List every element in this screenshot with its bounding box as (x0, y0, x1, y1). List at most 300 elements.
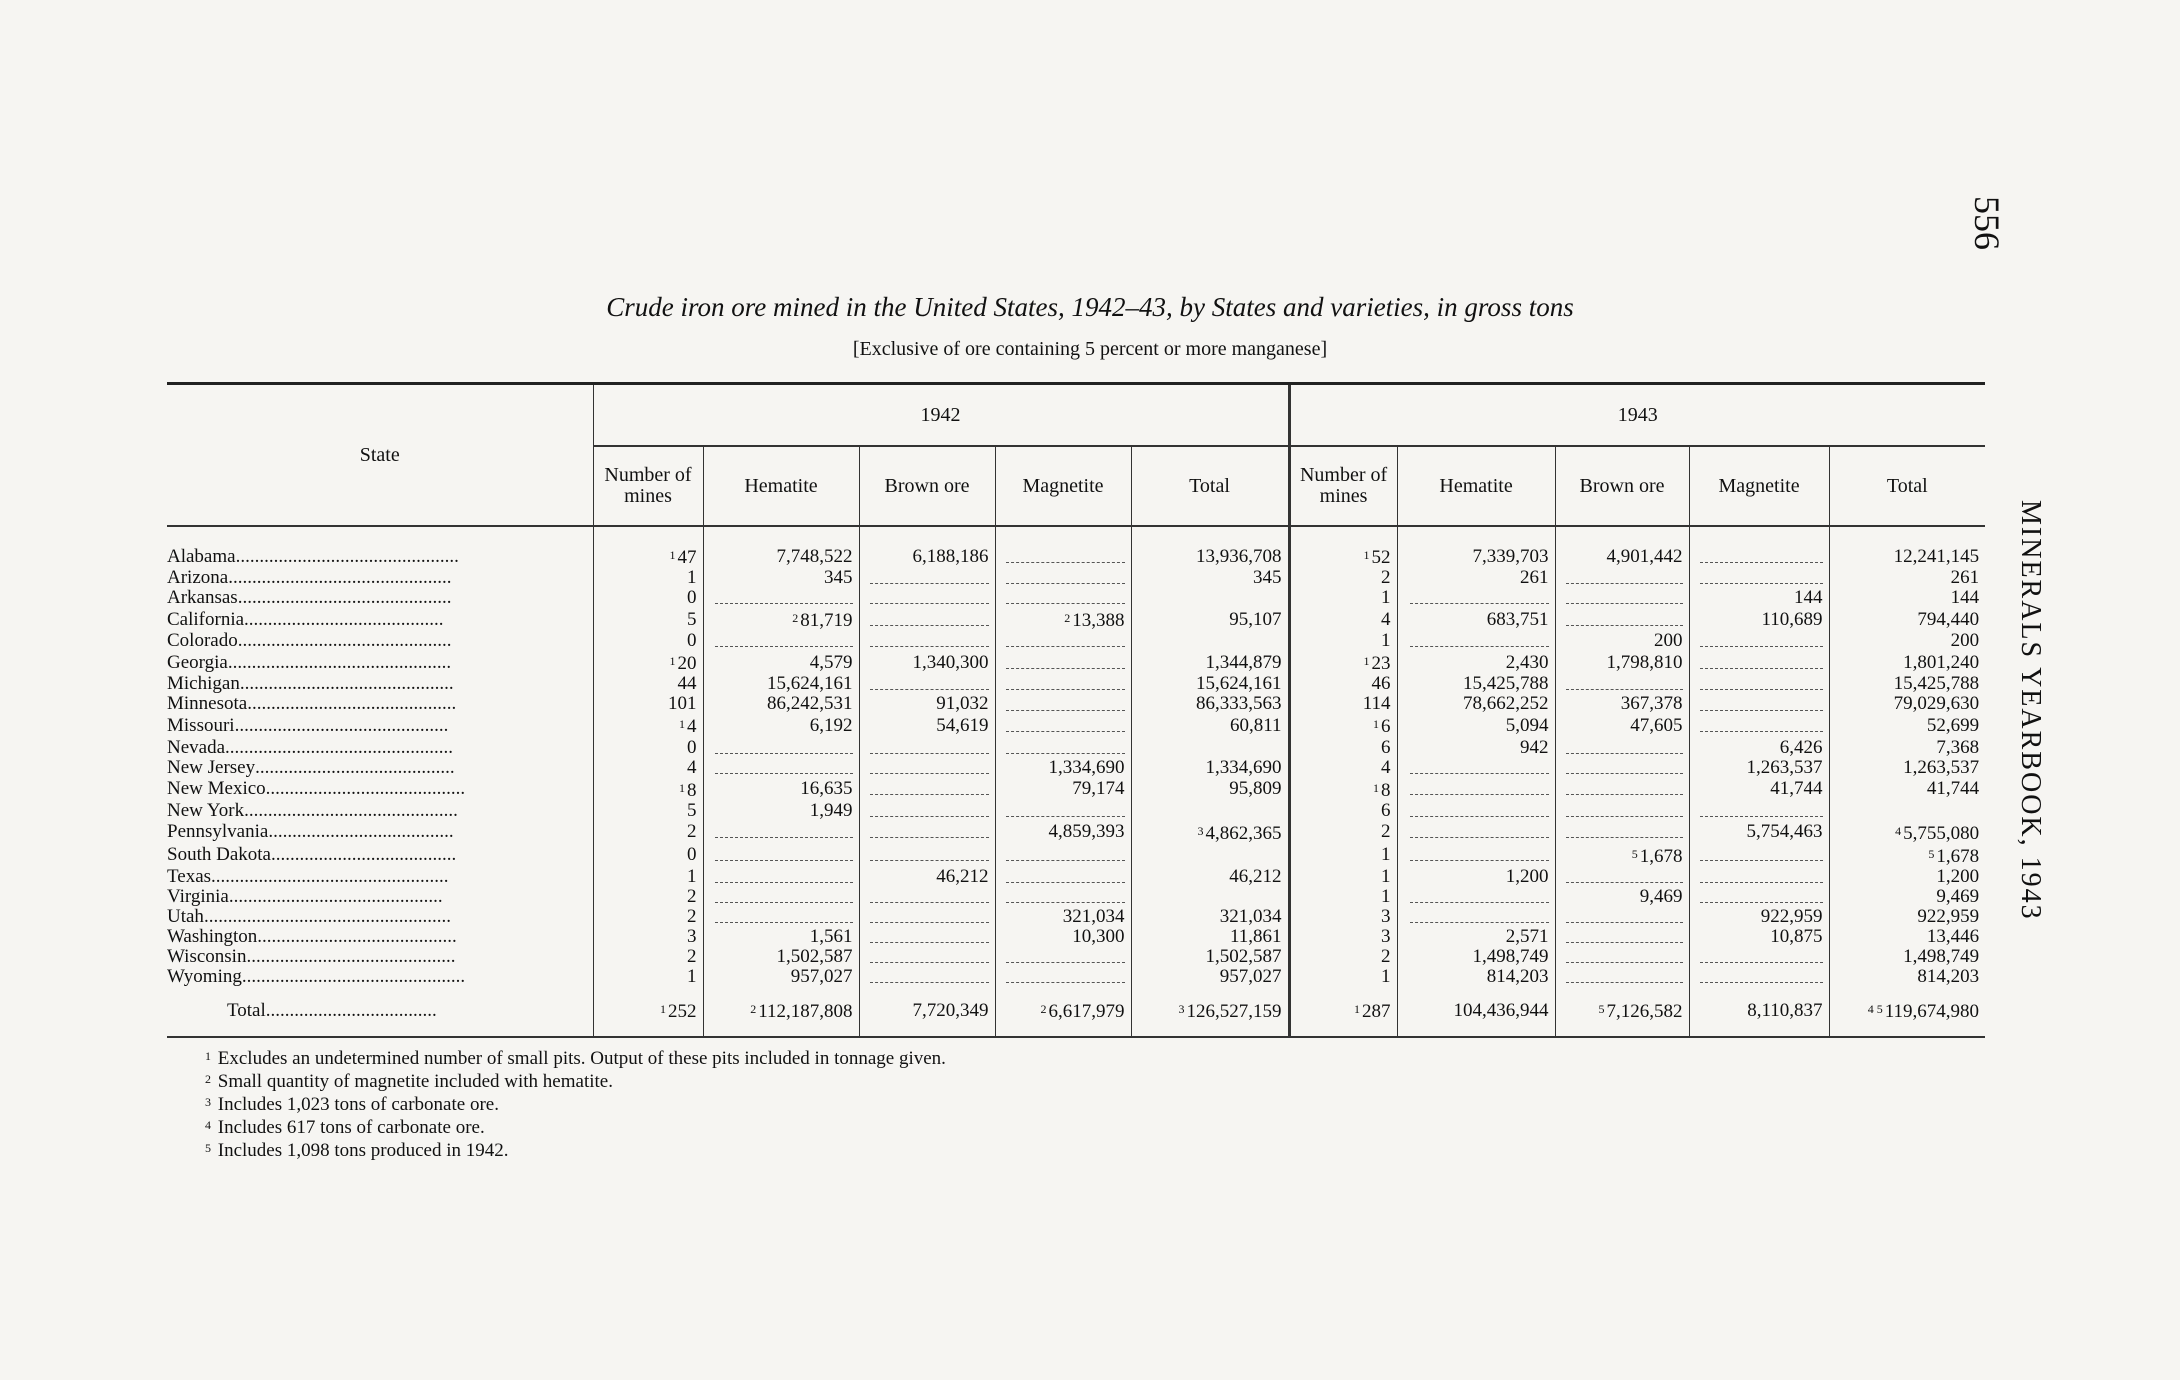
table-row (167, 887, 1985, 907)
leader-dashes (1006, 700, 1125, 711)
cell-brown-ore-1943 (1555, 967, 1689, 987)
cell-mines-1943 (1289, 737, 1397, 757)
cell-value: 814,203 (1917, 967, 1980, 988)
leader-dashes (1410, 850, 1549, 861)
cell-total-1942 (1131, 674, 1289, 694)
cell-value: 12,241,145 (1893, 545, 1980, 567)
cell-value: 104,436,944 (1453, 999, 1549, 1021)
state-label: New Jersey (167, 757, 256, 778)
table-row (167, 588, 1985, 608)
leader-dashes (1006, 892, 1125, 903)
cell-brown-ore-1942 (859, 674, 995, 694)
cell-value: 1,340,300 (912, 651, 989, 673)
footnote-mark: 1 (669, 548, 676, 562)
leader-dots: ............................................ (247, 694, 457, 715)
cell-brown-ore-1943 (1555, 651, 1689, 674)
footnote-mark: 1 (1354, 1002, 1361, 1017)
footnote-mark: 1 (679, 717, 685, 732)
leader-dots: .................................................... (203, 906, 451, 927)
table-row (167, 568, 1985, 588)
cell-magnetite-1943 (1689, 778, 1829, 801)
leader-dashes (1006, 679, 1125, 690)
cell-mines-1943 (1289, 674, 1397, 694)
cell-brown-ore-1942 (859, 987, 995, 1037)
cell-value: 0 (687, 588, 697, 609)
table-title: Crude iron ore mined in the United States, 1942–43, by States and varieties, in gross tons (606, 292, 1574, 322)
cell-value: 13,936,708 (1196, 545, 1282, 567)
cell-mines-1942 (593, 887, 703, 907)
leader-dashes (1566, 912, 1683, 923)
cell-magnetite-1942 (995, 608, 1131, 631)
cell-brown-ore-1943 (1555, 714, 1689, 737)
cell-magnetite-1942 (995, 737, 1131, 757)
state-label: Missouri (167, 714, 235, 736)
state-label: South Dakota (167, 844, 271, 866)
cell-value: 15,624,161 (767, 674, 853, 695)
leader-dashes (870, 827, 989, 838)
cell-brown-ore-1943 (1555, 608, 1689, 631)
header-mines-1942: Number of mines (593, 446, 703, 526)
cell-total-1943 (1829, 987, 1985, 1037)
leader-dashes (1700, 636, 1822, 647)
cell-value: 814,203 (1486, 967, 1549, 988)
cell-mines-1942 (593, 651, 703, 674)
cell-value: 957,027 (1219, 967, 1282, 988)
cell-hematite-1943 (1397, 674, 1555, 694)
cell-brown-ore-1943 (1555, 568, 1689, 588)
cell-mines-1943 (1289, 801, 1397, 821)
cell-value: 1,798,810 (1606, 651, 1683, 673)
state-label: Minnesota (167, 694, 248, 715)
footnote-mark: 5 (1598, 1002, 1605, 1017)
page-number: 556 (1967, 196, 2007, 250)
cell-magnetite-1943 (1689, 987, 1829, 1037)
cell-hematite-1943 (1397, 907, 1555, 927)
cell-value: 1,200 (1936, 866, 1980, 887)
cell-value: 6,617,979 (1048, 1001, 1125, 1023)
leader-dashes (1006, 552, 1125, 563)
footnote-text: Includes 617 tons of carbonate ore. (213, 1117, 485, 1138)
cell-magnetite-1942 (995, 987, 1131, 1037)
state-label: Virginia (167, 886, 229, 907)
footnote-mark: 1 (1363, 654, 1370, 669)
cell-value: 4,579 (809, 651, 853, 673)
table-row (167, 674, 1985, 694)
cell-magnetite-1942 (995, 588, 1131, 608)
cell-value: 44 (677, 674, 697, 695)
leader-dashes (870, 850, 989, 861)
leader-dots: ............................................. (237, 588, 452, 609)
cell-hematite-1943 (1397, 987, 1555, 1037)
table-row (167, 714, 1985, 737)
cell-value: 126,527,159 (1186, 1001, 1282, 1023)
cell-value: 9,469 (1936, 886, 1980, 907)
state-name (167, 844, 593, 867)
header-state: State (167, 384, 593, 527)
table-row (167, 694, 1985, 714)
state-name (167, 631, 593, 651)
cell-brown-ore-1943 (1555, 821, 1689, 844)
cell-value: 15,624,161 (1196, 674, 1282, 695)
state-name (167, 887, 593, 907)
cell-hematite-1942 (703, 568, 859, 588)
cell-mines-1942 (593, 927, 703, 947)
cell-total-1943 (1829, 821, 1985, 844)
cell-value: 81,719 (800, 610, 853, 632)
footnote-mark: 1 (660, 1002, 666, 1017)
cell-value: 1,801,240 (1903, 651, 1980, 673)
cell-value: 10,300 (1072, 927, 1125, 948)
cell-brown-ore-1942 (859, 967, 995, 987)
leader-dashes (1700, 721, 1822, 732)
footnote-mark: 3 (1178, 1002, 1185, 1017)
cell-value: 20 (677, 653, 697, 675)
cell-value: 46 (1371, 674, 1391, 695)
cell-total-1942 (1131, 608, 1289, 631)
cell-total-1942 (1131, 967, 1289, 987)
cell-hematite-1943 (1397, 714, 1555, 737)
header-total-1943: Total (1829, 446, 1985, 526)
leader-dashes (1410, 593, 1549, 604)
leader-dashes (1700, 679, 1822, 690)
cell-total-1942 (1131, 651, 1289, 674)
cell-value: 2 (687, 947, 697, 968)
cell-value: 367,378 (1620, 694, 1683, 715)
cell-magnetite-1942 (995, 801, 1131, 821)
state-label: Pennsylvania (167, 821, 269, 843)
state-label: Texas (167, 866, 212, 887)
leader-dots: ....................................... (270, 844, 457, 866)
cell-brown-ore-1943 (1555, 801, 1689, 821)
cell-value: 2 (687, 906, 697, 927)
cell-hematite-1943 (1397, 758, 1555, 778)
cell-value: 1 (1381, 886, 1391, 907)
cell-total-1943 (1829, 887, 1985, 907)
cell-magnetite-1943 (1689, 651, 1829, 674)
cell-magnetite-1943 (1689, 821, 1829, 844)
cell-brown-ore-1943 (1555, 987, 1689, 1037)
leader-dashes (715, 743, 852, 754)
state-name (167, 608, 593, 631)
leader-dashes (1006, 593, 1125, 604)
leader-dashes (715, 827, 852, 838)
cell-value: 86,333,563 (1196, 694, 1282, 715)
state-label: Georgia (167, 651, 228, 673)
cell-value: 2 (1381, 568, 1391, 589)
cell-brown-ore-1942 (859, 758, 995, 778)
cell-hematite-1942 (703, 714, 859, 737)
cell-value: 4 (687, 757, 697, 778)
cell-value: 1 (687, 568, 697, 589)
cell-value: 1 (687, 967, 697, 988)
cell-brown-ore-1943 (1555, 674, 1689, 694)
cell-value: 8 (687, 779, 697, 801)
cell-hematite-1942 (703, 927, 859, 947)
cell-brown-ore-1943 (1555, 947, 1689, 967)
cell-hematite-1942 (703, 987, 859, 1037)
cell-magnetite-1942 (995, 844, 1131, 867)
leader-dashes (1700, 850, 1822, 861)
leader-dots: ................................................ (225, 737, 454, 758)
cell-value: 8,110,837 (1747, 999, 1823, 1021)
cell-brown-ore-1943 (1555, 631, 1689, 651)
cell-value: 3 (687, 927, 697, 948)
footnote-mark: 4 5 (1867, 1002, 1883, 1017)
state-name (167, 821, 593, 844)
state-name (167, 758, 593, 778)
state-name (167, 927, 593, 947)
cell-hematite-1943 (1397, 947, 1555, 967)
cell-value: 1,502,587 (1205, 947, 1282, 968)
cell-value: 10,875 (1770, 927, 1823, 948)
cell-value: 200 (1950, 631, 1980, 652)
cell-hematite-1942 (703, 758, 859, 778)
leader-dashes (1566, 573, 1683, 584)
cell-total-1943 (1829, 714, 1985, 737)
footnote-mark: 5 (1631, 846, 1638, 861)
cell-value: 7,339,703 (1472, 545, 1549, 567)
cell-total-1943 (1829, 844, 1985, 867)
leader-dots: ............................................... (228, 568, 452, 589)
cell-value: 79,029,630 (1893, 694, 1980, 715)
cell-mines-1943 (1289, 631, 1397, 651)
header-year-1942: 1942 (593, 384, 1289, 447)
footnote-mark: 3 (205, 1095, 211, 1109)
header-brown-ore-1942: Brown ore (859, 446, 995, 526)
cell-magnetite-1943 (1689, 758, 1829, 778)
cell-mines-1943 (1289, 867, 1397, 887)
leader-dots: .................................... (265, 999, 437, 1021)
iron-ore-table (167, 382, 1985, 1038)
cell-value: 91,032 (936, 694, 989, 715)
leader-dashes (870, 743, 989, 754)
cell-brown-ore-1942 (859, 867, 995, 887)
table-row (167, 758, 1985, 778)
cell-mines-1942 (593, 526, 703, 568)
cell-value: 3 (1381, 906, 1391, 927)
cell-value: 5,755,080 (1903, 822, 1980, 844)
cell-hematite-1943 (1397, 821, 1555, 844)
leader-dashes (870, 679, 989, 690)
footnote-mark: 1 (679, 780, 685, 795)
cell-mines-1943 (1289, 947, 1397, 967)
cell-total-1943 (1829, 801, 1985, 821)
cell-total-1942 (1131, 568, 1289, 588)
cell-mines-1942 (593, 907, 703, 927)
state-label: Nevada (167, 737, 226, 758)
state-label: Alabama (167, 545, 236, 567)
cell-value: 0 (687, 737, 697, 758)
cell-value: 41,744 (1770, 778, 1823, 800)
leader-dashes (1006, 636, 1125, 647)
cell-value: 4,901,442 (1606, 545, 1683, 567)
cell-value: 1,561 (809, 927, 853, 948)
footnote (205, 1115, 946, 1138)
cell-value: 1 (1381, 631, 1391, 652)
cell-value: 46,212 (936, 866, 989, 887)
footnote-mark: 4 (1895, 823, 1902, 838)
cell-hematite-1943 (1397, 631, 1555, 651)
leader-dashes (715, 912, 852, 923)
cell-brown-ore-1942 (859, 778, 995, 801)
cell-hematite-1942 (703, 588, 859, 608)
cell-value: 0 (687, 631, 697, 652)
footnote-mark: 2 (750, 1002, 757, 1017)
cell-value: 4,859,393 (1048, 821, 1125, 843)
cell-magnetite-1943 (1689, 526, 1829, 568)
leader-dashes (1700, 892, 1822, 903)
footnote (205, 1092, 946, 1115)
table-row (167, 821, 1985, 844)
cell-value: 1 (1381, 588, 1391, 609)
cell-magnetite-1942 (995, 758, 1131, 778)
cell-total-1942 (1131, 821, 1289, 844)
header-hematite-1942: Hematite (703, 446, 859, 526)
cell-brown-ore-1942 (859, 737, 995, 757)
state-label: Arizona (167, 568, 229, 589)
cell-value: 78,662,252 (1463, 694, 1549, 715)
cell-value: 4 (1381, 608, 1391, 630)
cell-value: 345 (824, 568, 853, 589)
cell-mines-1942 (593, 588, 703, 608)
cell-mines-1943 (1289, 714, 1397, 737)
cell-magnetite-1942 (995, 714, 1131, 737)
cell-mines-1943 (1289, 778, 1397, 801)
cell-total-1943 (1829, 568, 1985, 588)
cell-hematite-1942 (703, 631, 859, 651)
cell-magnetite-1943 (1689, 844, 1829, 867)
cell-magnetite-1942 (995, 778, 1131, 801)
cell-total-1942 (1131, 631, 1289, 651)
leader-dashes (870, 952, 989, 963)
cell-brown-ore-1943 (1555, 588, 1689, 608)
cell-value: 7,126,582 (1606, 1001, 1683, 1023)
state-name (167, 588, 593, 608)
cell-magnetite-1942 (995, 967, 1131, 987)
cell-value: 2 (1381, 821, 1391, 843)
cell-magnetite-1943 (1689, 947, 1829, 967)
header-hematite-1943: Hematite (1397, 446, 1555, 526)
cell-mines-1942 (593, 758, 703, 778)
cell-total-1942 (1131, 588, 1289, 608)
cell-hematite-1943 (1397, 927, 1555, 947)
cell-value: 2,430 (1505, 651, 1549, 673)
cell-total-1943 (1829, 608, 1985, 631)
cell-value: 4 (1381, 757, 1391, 778)
cell-mines-1943 (1289, 987, 1397, 1037)
cell-mines-1943 (1289, 568, 1397, 588)
cell-value: 114 (1362, 694, 1391, 715)
cell-magnetite-1942 (995, 568, 1131, 588)
leader-dashes (1700, 972, 1822, 983)
state-label: New York (167, 800, 245, 821)
cell-hematite-1942 (703, 947, 859, 967)
cell-hematite-1942 (703, 778, 859, 801)
cell-value: 1 (1381, 844, 1391, 866)
cell-value: 47 (677, 547, 697, 568)
leader-dots: ............................................. (244, 800, 458, 821)
cell-hematite-1943 (1397, 526, 1555, 568)
cell-value: 13,388 (1072, 610, 1125, 632)
cell-total-1943 (1829, 947, 1985, 967)
footnote-mark: 4 (205, 1118, 211, 1132)
cell-magnetite-1943 (1689, 631, 1829, 651)
cell-mines-1942 (593, 967, 703, 987)
cell-value: 1,678 (1936, 845, 1980, 867)
cell-total-1942 (1131, 694, 1289, 714)
cell-value: 1,334,690 (1048, 757, 1125, 778)
cell-total-1943 (1829, 778, 1985, 801)
leader-dashes (1410, 912, 1549, 923)
cell-value: 6,426 (1779, 737, 1823, 758)
state-name (167, 526, 593, 568)
leader-dots: ............................................. (237, 631, 452, 652)
leader-dashes (1006, 721, 1125, 732)
leader-dashes (1006, 743, 1125, 754)
cell-hematite-1943 (1397, 778, 1555, 801)
leader-dashes (1410, 827, 1549, 838)
cell-value: 79,174 (1072, 778, 1125, 800)
cell-total-1942 (1131, 907, 1289, 927)
leader-dots: .......................................... (255, 757, 455, 778)
header-year-1943: 1943 (1289, 384, 1985, 447)
state-name (167, 967, 593, 987)
cell-mines-1942 (593, 674, 703, 694)
footnote-mark: 2 (792, 611, 799, 626)
cell-hematite-1943 (1397, 887, 1555, 907)
cell-brown-ore-1942 (859, 694, 995, 714)
leader-dashes (1566, 972, 1683, 983)
cell-value: 1 (1381, 866, 1391, 887)
leader-dashes (1006, 952, 1125, 963)
footnote (205, 1046, 946, 1069)
state-label: New Mexico (167, 778, 266, 800)
cell-value: 15,425,788 (1463, 674, 1549, 695)
cell-value: 345 (1253, 568, 1282, 589)
cell-mines-1943 (1289, 967, 1397, 987)
cell-value: 8 (1381, 779, 1391, 801)
cell-mines-1942 (593, 801, 703, 821)
cell-brown-ore-1942 (859, 651, 995, 674)
leader-dashes (870, 593, 989, 604)
cell-hematite-1943 (1397, 588, 1555, 608)
cell-magnetite-1942 (995, 867, 1131, 887)
footnote-text: Includes 1,023 tons of carbonate ore. (213, 1094, 499, 1115)
leader-dashes (1006, 972, 1125, 983)
cell-total-1943 (1829, 674, 1985, 694)
cell-mines-1942 (593, 867, 703, 887)
cell-hematite-1942 (703, 907, 859, 927)
table-row (167, 967, 1985, 987)
cell-total-1943 (1829, 526, 1985, 568)
cell-brown-ore-1942 (859, 887, 995, 907)
leader-dashes (1566, 784, 1683, 795)
table-row (167, 801, 1985, 821)
state-name (167, 737, 593, 757)
footnote-mark: 3 (1197, 823, 1204, 838)
cell-value: 2,571 (1505, 927, 1549, 948)
cell-brown-ore-1942 (859, 821, 995, 844)
cell-value: 46,212 (1229, 866, 1282, 887)
table-row (167, 651, 1985, 674)
footnote (205, 1138, 946, 1161)
leader-dots: .......................................... (265, 778, 466, 800)
cell-hematite-1942 (703, 967, 859, 987)
cell-brown-ore-1942 (859, 714, 995, 737)
cell-total-1943 (1829, 867, 1985, 887)
cell-value: 1,263,537 (1903, 757, 1980, 778)
cell-value: 4,862,365 (1205, 822, 1282, 844)
